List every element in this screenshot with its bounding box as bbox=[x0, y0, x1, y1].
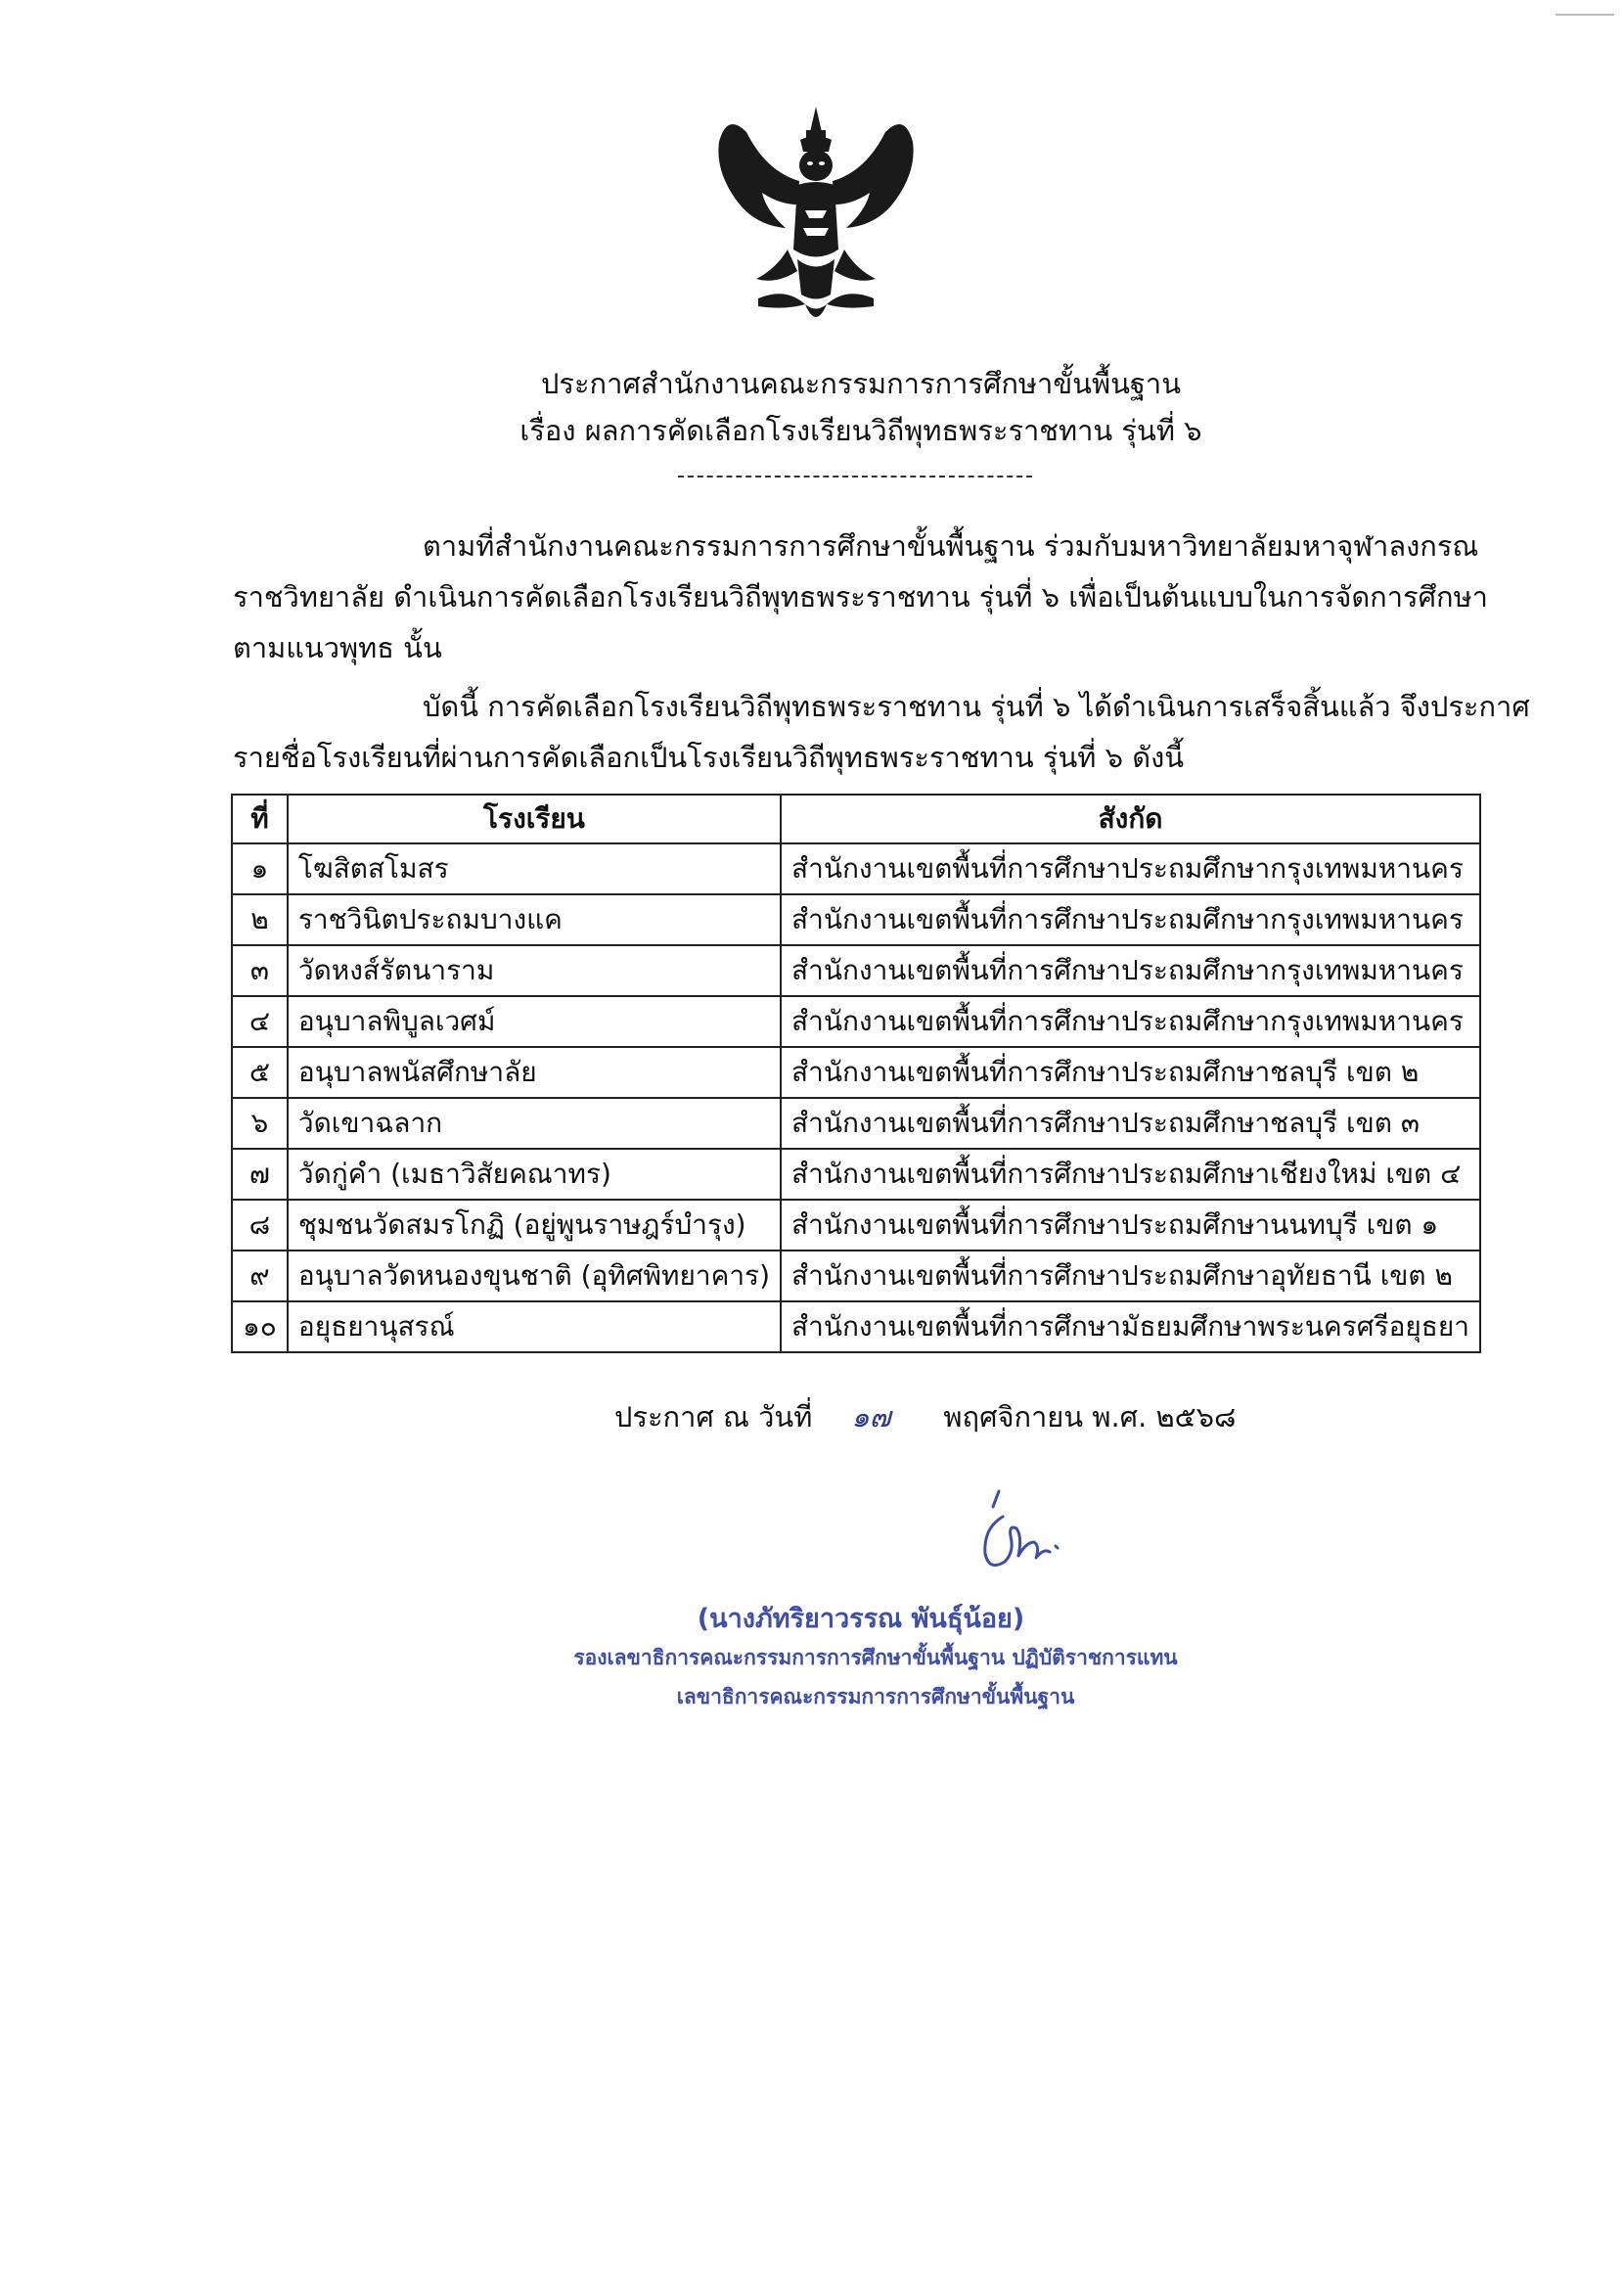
table-row bbox=[232, 1301, 1480, 1352]
school-affiliation: สำนักงานเขตพื้นที่การศึกษามัธยมศึกษาพระนครศรีอยุธยา bbox=[781, 1301, 1480, 1352]
school-affiliation: สำนักงานเขตพื้นที่การศึกษาประถมศึกษาชลบุรี เขต ๓ bbox=[781, 1098, 1480, 1149]
school-name: อนุบาลพนัสศึกษาลัย bbox=[288, 1047, 781, 1098]
paragraph-2-line-1: บัดนี้ การคัดเลือกโรงเรียนวิถีพุทธพระราชทาน รุ่นที่ ๖ ได้ดำเนินการเสร็จสิ้นแล้ว จึงประกาศ bbox=[423, 690, 1530, 723]
paragraph-2-line-2: รายชื่อโรงเรียนที่ผ่านการคัดเลือกเป็นโรงเรียนวิถีพุทธพระราชทาน รุ่นที่ ๖ ดังนี้ bbox=[233, 741, 1185, 774]
paragraph-1-line-1: ตามที่สำนักงานคณะกรรมการการศึกษาขั้นพื้นฐาน ร่วมกับมหาวิทยาลัยมหาจุฬาลงกรณ bbox=[423, 529, 1479, 563]
table-row bbox=[232, 1200, 1480, 1251]
school-affiliation: สำนักงานเขตพื้นที่การศึกษาประถมศึกษาชลบุรี เขต ๒ bbox=[781, 1047, 1480, 1098]
school-name: วัดหงส์รัตนาราม bbox=[288, 945, 781, 996]
school-name: วัดเขาฉลาก bbox=[288, 1098, 781, 1149]
signatory-title-1: รองเลขาธิการคณะกรรมการการศึกษาขั้นพื้นฐาน ปฏิบัติราชการแทน bbox=[573, 1646, 1178, 1669]
school-name: อนุบาลพิบูลเวศม์ bbox=[288, 996, 781, 1047]
table-row bbox=[232, 1251, 1480, 1301]
paragraph-1-line-2: ราชวิทยาลัย ดำเนินการคัดเลือกโรงเรียนวิถีพุทธพระราชทาน รุ่นที่ ๖ เพื่อเป็นต้นแบบในการจัดการศึกษา bbox=[233, 580, 1488, 614]
signatory-title-2: เลขาธิการคณะกรรมการการศึกษาขั้นพื้นฐาน bbox=[676, 1685, 1075, 1708]
row-number: ๓ bbox=[232, 945, 288, 996]
announcement-subject: เรื่อง ผลการคัดเลือกโรงเรียนวิถีพุทธพระราชทาน รุ่นที่ ๖ bbox=[519, 414, 1202, 447]
school-affiliation: สำนักงานเขตพื้นที่การศึกษาประถมศึกษากรุงเทพมหานคร bbox=[781, 945, 1480, 996]
announcement-title: ประกาศสำนักงานคณะกรรมการการศึกษาขั้นพื้นฐาน bbox=[540, 367, 1182, 400]
row-number: ๕ bbox=[232, 1047, 288, 1098]
school-affiliation: สำนักงานเขตพื้นที่การศึกษาประถมศึกษากรุงเทพมหานคร bbox=[781, 894, 1480, 945]
header-affiliation: สังกัด bbox=[781, 795, 1480, 843]
row-number: ๑ bbox=[232, 843, 288, 894]
school-name: ราชวินิตประถมบางแค bbox=[288, 894, 781, 945]
header-number: ที่ bbox=[232, 795, 288, 843]
school-affiliation: สำนักงานเขตพื้นที่การศึกษาประถมศึกษาเชียงใหม่ เขต ๔ bbox=[781, 1149, 1480, 1200]
date-month-year: พฤศจิกายน พ.ศ. ๒๕๖๘ bbox=[943, 1400, 1237, 1433]
table-row bbox=[232, 1098, 1480, 1149]
school-name: อนุบาลวัดหนองขุนชาติ (อุทิศพิทยาคาร) bbox=[288, 1251, 781, 1301]
heading-divider bbox=[678, 476, 1032, 478]
scan-mark bbox=[1556, 14, 1614, 22]
handwritten-signature-icon bbox=[954, 1478, 1071, 1595]
school-affiliation: สำนักงานเขตพื้นที่การศึกษาประถมศึกษากรุงเทพมหานคร bbox=[781, 996, 1480, 1047]
announcement-date bbox=[614, 1397, 1236, 1436]
school-affiliation: สำนักงานเขตพื้นที่การศึกษาประถมศึกษากรุงเทพมหานคร bbox=[781, 843, 1480, 894]
paragraph-1-line-3: ตามแนวพุทธ นั้น bbox=[233, 631, 442, 664]
table-header-row bbox=[232, 795, 1480, 843]
row-number: ๑๐ bbox=[232, 1301, 288, 1352]
row-number: ๙ bbox=[232, 1251, 288, 1301]
schools-table bbox=[231, 794, 1481, 1353]
table-row bbox=[232, 1149, 1480, 1200]
row-number: ๒ bbox=[232, 894, 288, 945]
row-number: ๘ bbox=[232, 1200, 288, 1251]
school-affiliation: สำนักงานเขตพื้นที่การศึกษาประถมศึกษาอุทัยธานี เขต ๒ bbox=[781, 1251, 1480, 1301]
table-row bbox=[232, 945, 1480, 996]
table-row bbox=[232, 843, 1480, 894]
row-number: ๖ bbox=[232, 1098, 288, 1149]
school-name: ชุมชนวัดสมรโกฏิ (อยู่พูนราษฎร์บำรุง) bbox=[288, 1200, 781, 1251]
table-row bbox=[232, 894, 1480, 945]
header-school: โรงเรียน bbox=[288, 795, 781, 843]
date-day: ๑๗ bbox=[851, 1400, 891, 1433]
school-name: อยุธยานุสรณ์ bbox=[288, 1301, 781, 1352]
garuda-emblem-icon bbox=[707, 103, 925, 333]
school-name: วัดกู่คำ (เมธาวิสัยคณาทร) bbox=[288, 1149, 781, 1200]
school-name: โฆสิตสโมสร bbox=[288, 843, 781, 894]
date-prefix: ประกาศ ณ วันที่ bbox=[614, 1400, 813, 1433]
signatory-name: (นางภัทริยาวรรณ พันธุ์น้อย) bbox=[697, 1604, 1025, 1634]
table-row bbox=[232, 1047, 1480, 1098]
row-number: ๔ bbox=[232, 996, 288, 1047]
table-row bbox=[232, 996, 1480, 1047]
school-affiliation: สำนักงานเขตพื้นที่การศึกษาประถมศึกษานนทบุรี เขต ๑ bbox=[781, 1200, 1480, 1251]
row-number: ๗ bbox=[232, 1149, 288, 1200]
